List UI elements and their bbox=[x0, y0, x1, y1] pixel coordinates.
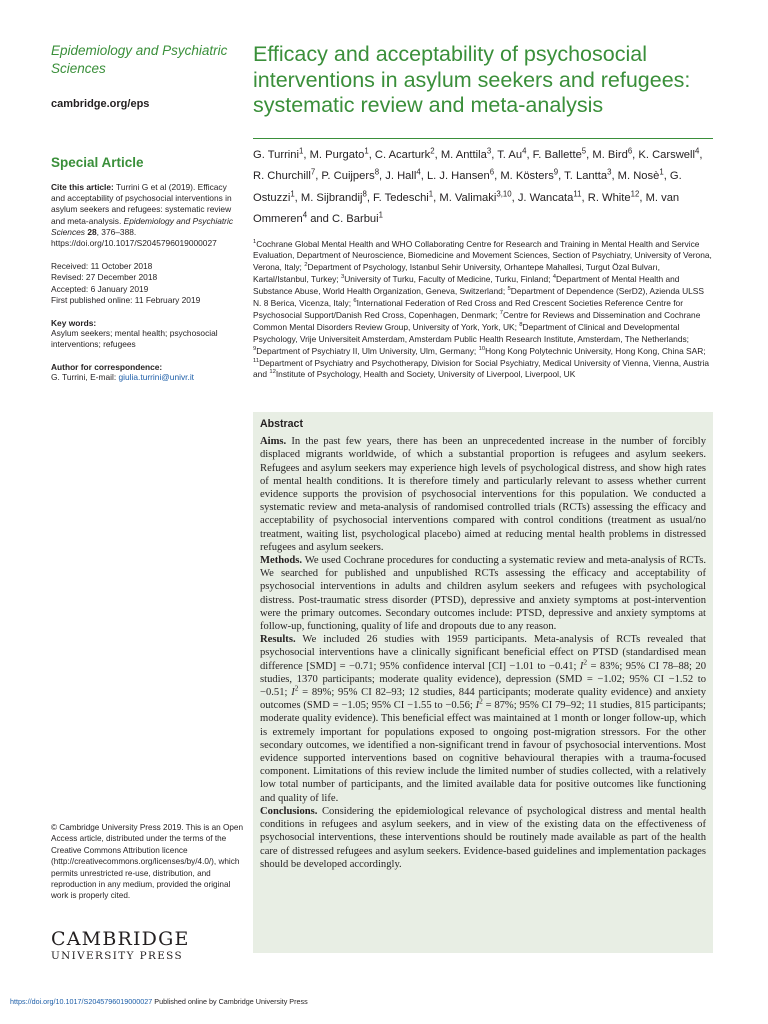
author-name: M. Sijbrandij bbox=[300, 191, 363, 204]
i-squared-symbol: I bbox=[475, 700, 480, 712]
sidebar bbox=[51, 42, 243, 384]
author bbox=[497, 145, 527, 161]
affiliation-number: 2 bbox=[304, 262, 308, 269]
date-accepted: Accepted: 6 January 2019 bbox=[51, 283, 149, 294]
i-squared-exponent: 2 bbox=[294, 683, 299, 693]
affiliation-number: 12 bbox=[269, 369, 276, 376]
date-published: First published online: 11 February 2019 bbox=[51, 294, 201, 305]
author-affiliation-number: 11 bbox=[573, 188, 582, 198]
author-name: J. Hall bbox=[385, 170, 417, 182]
methods-label: Methods. bbox=[260, 555, 303, 567]
author-affiliation-number: 3 bbox=[607, 167, 612, 177]
author-name: J. Wancata bbox=[517, 191, 574, 204]
page-footer bbox=[10, 997, 308, 1006]
cite-journal: Epidemiology and Psychiatric Sciences bbox=[51, 215, 234, 237]
article-type: Special Article bbox=[51, 155, 144, 170]
affiliation-text: Department of Psychiatry and Psychotherapy, Division for Social Psychiatry, Medical University of Vienna, Vienna, Austria and bbox=[253, 357, 710, 380]
author-name: F. Ballette bbox=[532, 148, 582, 161]
date-revised: Revised: 27 December 2018 bbox=[51, 272, 158, 283]
affiliations bbox=[253, 239, 713, 382]
abstract-box bbox=[253, 412, 713, 953]
affiliation-text: Institute of Psychology, Health and Society, University of Liverpool, Liverpool, UK bbox=[275, 369, 576, 380]
affiliation-number: 10 bbox=[478, 345, 486, 352]
author-name: G. Ostuzzi bbox=[253, 170, 682, 204]
abstract-conclusions bbox=[260, 805, 706, 871]
author-name: F. Tedeschi bbox=[373, 191, 429, 204]
publisher-logo bbox=[51, 929, 243, 963]
author-affiliation-number: 7 bbox=[310, 167, 316, 177]
date-received: Received: 11 October 2018 bbox=[51, 261, 153, 272]
author-affiliation-number: 1 bbox=[364, 145, 369, 155]
author-name: T. Lantta bbox=[564, 170, 608, 182]
author-name: C. Barbui bbox=[331, 213, 379, 225]
author-affiliation-number: 1 bbox=[299, 145, 304, 155]
footer-text: Published online by Cambridge University Press bbox=[152, 997, 308, 1006]
keywords: Asylum seekers; mental health; psychosocial interventions; refugees bbox=[51, 328, 218, 350]
author bbox=[587, 188, 640, 204]
cite-text: Turrini G et al (2019). Efficacy and acceptability of psychosocial interventions in asylum seekers and refugees: systematic review and meta-analysis. bbox=[51, 182, 232, 226]
journal-name: Epidemiology and Psychiatric Sciences bbox=[51, 43, 228, 76]
author-affiliation-number: 5 bbox=[581, 145, 587, 155]
affiliation-number: 4 bbox=[552, 274, 557, 281]
author bbox=[373, 188, 434, 204]
affiliation-text: Hong Kong Polytechnic University, Hong Kong, China SAR; bbox=[485, 345, 706, 356]
author bbox=[532, 145, 587, 161]
affiliation-number: 7 bbox=[499, 310, 503, 317]
author bbox=[439, 188, 512, 204]
author-affiliation-number: 1 bbox=[659, 167, 664, 177]
author-name: M. Purgato bbox=[309, 148, 365, 161]
author-affiliation-number: 1 bbox=[428, 188, 434, 198]
author-affiliation-number: 1 bbox=[378, 210, 383, 220]
author bbox=[564, 167, 612, 182]
results-label: Results. bbox=[260, 634, 296, 646]
author bbox=[440, 145, 492, 161]
author-name: M. Nosè bbox=[617, 170, 660, 182]
affiliation-text: Department of Dependence (SerD2), Azienda ULSS N. 8 Berica, Vicenza, Italy; bbox=[253, 286, 704, 309]
i-squared-symbol: I bbox=[291, 687, 295, 699]
author-affiliation-number: 6 bbox=[489, 167, 495, 177]
affiliation-text: Department of Psychology, Istanbul Sehir University, Orhantepe Mahallesi, Turgut Özal Bulvarı, Kartal/Istanbul, Turkey; bbox=[253, 262, 661, 285]
abstract-aims bbox=[260, 435, 706, 554]
author-name: P. Cuijpers bbox=[321, 170, 375, 182]
affiliation-text: International Federation of Red Cross and Red Crescent Societies Reference Centre for Psychosocial Support/Danish Red Cross, Copenhagen, Denmark; bbox=[253, 298, 683, 320]
affiliation-number: 9 bbox=[253, 345, 257, 352]
author-name: K. Carswell bbox=[638, 148, 695, 161]
author-name: M. van Ommeren bbox=[253, 191, 680, 225]
citation bbox=[51, 182, 243, 249]
author bbox=[253, 167, 316, 182]
correspondence-email-link[interactable]: giulia.turrini@univr.it bbox=[118, 372, 195, 383]
results-text-3: = 89%; 95% CI 82–93; 12 studies, 844 participants; moderate quality evidence) and anxiety outcomes (SMD = −1.05; 95% CI −1.55 to −0.56; bbox=[260, 687, 706, 712]
affiliation-text: Centre for Reviews and Dissemination and Cochrane Common Mental Disorders Review Group, University of York, York, UK; bbox=[253, 309, 701, 332]
author-affiliation-number: 4 bbox=[416, 167, 421, 177]
keywords-label: Key words: bbox=[51, 318, 97, 329]
publisher-name: CAMBRIDGE bbox=[51, 928, 190, 950]
abstract-results bbox=[260, 633, 706, 805]
affiliation-number: 5 bbox=[507, 286, 511, 293]
author-affiliation-number: 6 bbox=[627, 145, 633, 155]
author-affiliation-number: 4 bbox=[694, 145, 700, 155]
author-affiliation-number: 9 bbox=[553, 167, 559, 177]
conclusions-text: Considering the epidemiological relevance of psychological distress and mental health conditions in refugees and asylum seekers, and in view of the existing data on the effectiveness of psychosocial interventions, these interventions should be routinely made available as part of the health care of distressed refugees and asylum seekers. Evidence-based guidelines and implementation packages should be developed accordingly. bbox=[260, 805, 706, 870]
publication-dates bbox=[51, 261, 243, 306]
abstract-heading: Abstract bbox=[260, 418, 303, 430]
correspondence-label: Author for correspondence: bbox=[51, 362, 163, 373]
publisher-subname: UNIVERSITY PRESS bbox=[51, 950, 184, 962]
article-header bbox=[253, 42, 713, 381]
author-name: T. Au bbox=[497, 148, 523, 161]
abstract-methods bbox=[260, 554, 706, 633]
author bbox=[374, 145, 435, 161]
copyright-notice: © Cambridge University Press 2019. This is an Open Access article, distributed under the terms of the Creative Commons Attribution licence (http://creativecommons.org/licenses/by/4.0/), which permits unrestricted re-use, distribution, and reproduction in any medium, provided the original work is properly cited. bbox=[51, 823, 244, 901]
author-affiliation-number: 1 bbox=[290, 188, 295, 198]
author-name: L. J. Hansen bbox=[426, 170, 490, 182]
author bbox=[300, 188, 367, 204]
author bbox=[500, 167, 559, 182]
author-affiliation-number: 3,10 bbox=[496, 188, 512, 198]
author-affiliation-number: 12 bbox=[630, 188, 640, 198]
title-divider bbox=[253, 138, 713, 139]
affiliation-number: 1 bbox=[253, 238, 257, 245]
author bbox=[321, 167, 380, 182]
affiliation-text: Department of Mental Health and Substance Abuse, World Health Organization, Geneva, Switzerland; bbox=[253, 274, 680, 297]
results-text-2: = 83%; 95% CI 78–88; 20 studies, 1370 participants; moderate quality evidence), depression (SMD = −1.02; 95% CI −1.52 to −0.51; bbox=[260, 660, 707, 699]
author-affiliation-number: 3 bbox=[486, 145, 492, 155]
cite-volume: 28 bbox=[87, 226, 97, 237]
author bbox=[517, 188, 582, 204]
author-affiliation-number: 4 bbox=[302, 210, 308, 220]
correspondence bbox=[51, 372, 243, 383]
i-squared-exponent: 2 bbox=[479, 696, 483, 706]
author bbox=[385, 167, 421, 182]
affiliation-number: 3 bbox=[340, 274, 345, 281]
cite-label: Cite this article: bbox=[51, 182, 114, 192]
affiliation-number: 11 bbox=[253, 357, 260, 364]
author-name: G. Turrini bbox=[253, 148, 300, 161]
author bbox=[592, 145, 633, 161]
author bbox=[309, 145, 369, 161]
i-squared-exponent: 2 bbox=[583, 657, 588, 667]
journal-site[interactable]: cambridge.org/eps bbox=[51, 98, 150, 110]
author-affiliation-number: 4 bbox=[522, 145, 527, 155]
author-affiliation-number: 8 bbox=[374, 167, 380, 177]
author-list: G. Turrini$^1$, M. Purgato$^1$, C. Acarturk$^2$, M. Anttila$^3$, T. Au$^4$, F. Ballette$^5$, M. Bird$^6$, K. Carswell$^4$, R. Churchill$^7$, P. Cuijpers$^8$, J. Hall$^4$, L. J. Hansen$^6$, M. Kösters$^9$, T. Lantta$^3$, M. Nosè$^1$, G. Ostuzzi$^1$, M. Sijbrandij$^8$, F. Tedeschi$^1$, M. Valimaki$^{3,10}$, J. Wancata$^{11}$, R. White$^{12}$, M. van Ommeren$^4$ and C. Barbui$^1$ bbox=[253, 145, 703, 225]
author-name: C. Acarturk bbox=[374, 148, 431, 161]
affiliation-number: 6 bbox=[353, 298, 357, 305]
affiliation-number: 8 bbox=[519, 322, 523, 329]
author bbox=[638, 145, 700, 161]
author-name: M. Valimaki bbox=[439, 191, 497, 204]
affiliation-text: Department of Psychiatry II, Ulm University, Ulm, Germany; bbox=[256, 345, 479, 356]
aims-label: Aims. bbox=[260, 436, 287, 448]
author bbox=[617, 167, 664, 182]
author-name: M. Kösters bbox=[500, 170, 554, 182]
affiliation-text: Cochrane Global Mental Health and WHO Collaborating Centre for Research and Training in Mental Health and Service Evaluation, Department of Neuroscience, Biomedicine and Movement Sciences, Section of Psychiatry, University of Verona, Verona, Italy; bbox=[253, 238, 712, 273]
affiliation-text: Department of Clinical and Developmental Psychology, Vrije Universiteit Amsterdam, Amsterdam Public Health Research Institute, Amsterdam, The Netherlands; bbox=[253, 321, 689, 344]
article-title: Efficacy and acceptability of psychosocial interventions in asylum seekers and refugees: systematic review and meta-analysis bbox=[253, 42, 691, 117]
i-squared-symbol: I bbox=[579, 660, 584, 672]
results-text-4: = 87%; 95% CI 79–92; 11 studies, 815 participants; moderate quality evidence). This beneficial effect was maintained at 1 month or longer follow-up, which is extremely important for populations exposed to ongoing post-migration stressors. For the other secondary outcomes, we identified a non-significant trend in favour of psychosocial interventions. Most evidence supported interventions based on cognitive behavioural therapies with a trauma-focused component. Limitations of this review include the limited number of studies collected, with a relatively low total number of participants, and the limited available data for positive outcomes like functioning and quality of life. bbox=[260, 700, 706, 804]
cite-pages[interactable]: , 376–388. https://doi.org/10.1017/S2045796019000027 bbox=[51, 226, 217, 249]
author bbox=[253, 145, 304, 161]
author-name: R. Churchill bbox=[253, 170, 311, 182]
author-affiliation-number: 2 bbox=[430, 145, 435, 155]
aims-text: In the past few years, there has been an unprecedented increase in the number of forcibly displaced migrants worldwide, of which a substantial proportion is refugees and asylum seekers. Refugees and asylum seekers may experience high levels of psychological distress, and show high rates of mental health conditions. It is therefore timely and particularly relevant to assess whether current evidence supports the provision of psychosocial interventions for this population. We conducted a systematic review and meta-analysis of randomised controlled trials (RCTs) assessing the efficacy and acceptability of psychosocial interventions compared with control conditions (treatment as usual/no treatment, waiting list, psychological placebo) aimed at reducing mental health problems in distressed refugees and asylum seekers. bbox=[260, 436, 706, 553]
author-name: M. Anttila bbox=[440, 148, 487, 161]
author-name: M. Bird bbox=[592, 148, 628, 161]
author-name: R. White bbox=[587, 191, 631, 204]
author bbox=[426, 167, 495, 182]
doi-link[interactable]: https://doi.org/10.1017/S2045796019000027 bbox=[10, 997, 153, 1006]
affiliation-text: University of Turku, Faculty of Medicine, Turku, Finland; bbox=[344, 274, 553, 285]
author-affiliation-number: 8 bbox=[362, 188, 367, 198]
results-text-1: We included 26 studies with 1959 participants. Meta-analysis of RCTs revealed that psychosocial interventions have a clinically significant beneficial effect on PTSD (standardised mean difference [SMD] = −0.71; 95% confidence interval [CI] −1.01 to −0.41; bbox=[260, 634, 706, 672]
methods-text: We used Cochrane procedures for conducting a systematic review and meta-analysis of RCTs. We searched for published and unpublished RCTs assessing the efficacy and acceptability of psychosocial interventions in adults and children asylum seekers and refugees with psychological distress. Post-traumatic stress disorder (PTSD), depressive and anxiety symptoms at post-intervention were the primary outcomes. Secondary outcomes include: PTSD, depressive and anxiety symptoms at follow-up, functioning, quality of life and dropouts due to any reason. bbox=[260, 555, 706, 633]
correspondence-name: G. Turrini, E-mail: bbox=[51, 372, 119, 383]
author bbox=[331, 210, 383, 225]
conclusions-label: Conclusions. bbox=[260, 805, 318, 817]
